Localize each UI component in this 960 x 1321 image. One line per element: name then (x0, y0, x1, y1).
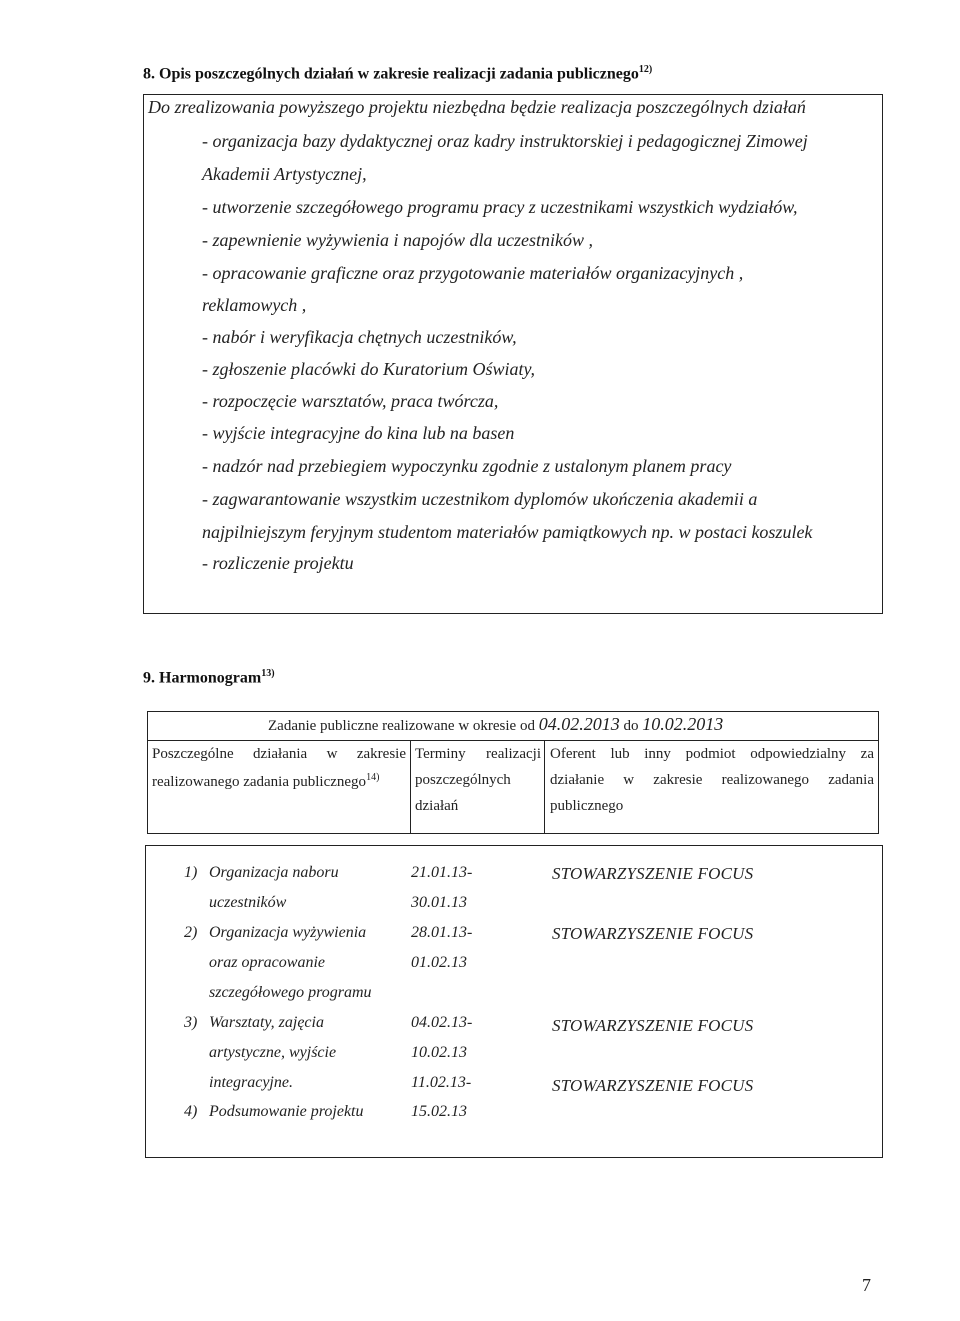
page-number: 7 (862, 1275, 871, 1295)
row-date: 28.01.13- (411, 924, 473, 941)
row-responsible: STOWARZYSZENIE FOCUS (552, 924, 754, 943)
description-line: - rozpoczęcie warsztatów, praca twórcza, (202, 391, 499, 411)
row-date: 30.01.13 (411, 894, 467, 911)
row-activity: Organizacja wyżywienia (209, 924, 367, 941)
row-activity: Podsumowanie projektu (209, 1103, 364, 1120)
column-divider (544, 740, 545, 834)
row-activity: integracyjne. (209, 1074, 293, 1091)
description-line: Do zrealizowania powyższego projektu niezbędna będzie realizacja poszczególnych działań (148, 97, 806, 117)
period-mid: do (623, 718, 639, 734)
row-responsible: STOWARZYSZENIE FOCUS (552, 864, 754, 883)
description-line: - zagwarantowanie wszystkim uczestnikom dyplomów ukończenia akademii a (202, 489, 758, 509)
schedule-header-table (147, 711, 879, 834)
col2-header-line1: Terminy realizacji (415, 746, 541, 762)
col1-header-line1: Poszczególne działania w zakresie (152, 746, 406, 762)
description-line: najpilniejszym feryjnym studentom materiałów pamiątkowych np. w postaci koszulek (202, 522, 813, 542)
row-date: 10.02.13 (411, 1044, 467, 1061)
description-line: - zapewnienie wyżywienia i napojów dla uczestników , (202, 230, 593, 250)
section-8-heading (143, 64, 652, 83)
row-responsible: STOWARZYSZENIE FOCUS (552, 1076, 754, 1095)
row-activity: uczestników (209, 894, 287, 911)
description-line: - nabór i weryfikacja chętnych uczestników, (202, 327, 517, 347)
section-8-title: Opis poszczególnych działań w zakresie realizacji zadania publicznego (159, 65, 639, 83)
activities-description-box (143, 94, 883, 614)
row-number: 4) (184, 1103, 198, 1120)
header-divider (148, 740, 878, 741)
column-divider (410, 740, 411, 834)
row-date: 11.02.13- (411, 1074, 472, 1091)
row-responsible: STOWARZYSZENIE FOCUS (552, 1016, 754, 1035)
row-activity: oraz opracowanie (209, 954, 325, 971)
period-to: 10.02.2013 (642, 714, 724, 734)
description-line: reklamowych , (202, 295, 307, 315)
description-line: Akademii Artystycznej, (202, 164, 367, 184)
section-9-title: Harmonogram (159, 669, 262, 687)
section-9-footnote: 13) (261, 668, 275, 679)
col3-header-line1: Oferent lub inny podmiot odpowiedzialny za (550, 746, 874, 762)
description-line: - nadzór nad przebiegiem wypoczynku zgodnie z ustalonym planem pracy (202, 456, 732, 476)
description-line: - rozliczenie projektu (202, 553, 354, 573)
period-row (268, 714, 723, 735)
row-number: 2) (184, 924, 198, 941)
description-line: - utworzenie szczegółowego programu pracy z uczestnikami wszystkich wydziałów, (202, 197, 798, 217)
col1-footnote: 14) (366, 772, 380, 783)
col1-header-line2: realizowanego zadania publicznego$^{14)}$ (152, 772, 380, 790)
row-activity: szczegółowego programu (209, 984, 372, 1001)
row-date: 15.02.13 (411, 1103, 467, 1120)
period-prefix: Zadanie publiczne realizowane w okresie od (268, 718, 535, 734)
row-date: 21.01.13- (411, 864, 473, 881)
section-8-footnote: 12) (638, 64, 653, 75)
row-date: 01.02.13 (411, 954, 467, 971)
col2-header-line3: działań (415, 798, 459, 814)
row-activity: artystyczne, wyjście (209, 1044, 337, 1061)
col2-header-line2: poszczególnych (415, 772, 511, 788)
row-number: 3) (184, 1014, 198, 1031)
description-line: - wyjście integracyjne do kina lub na basen (202, 423, 515, 443)
row-number: 1) (184, 864, 198, 881)
row-activity: Organizacja naboru (209, 864, 339, 881)
description-line: - zgłoszenie placówki do Kuratorium Oświaty, (202, 359, 535, 379)
row-date: 04.02.13- (411, 1014, 473, 1031)
section-9-heading (143, 668, 275, 687)
section-8-number: 8. (143, 65, 155, 83)
col3-header-line3: publicznego (550, 798, 624, 814)
schedule-table (145, 845, 883, 1158)
col3-header-line2: działanie w zakresie realizowanego zadania (550, 772, 874, 788)
row-activity: Warsztaty, zajęcia (209, 1014, 324, 1031)
section-9-number: 9. (143, 669, 155, 687)
period-from: 04.02.2013 (538, 714, 620, 734)
description-line: - opracowanie graficzne oraz przygotowanie materiałów organizacyjnych , (202, 263, 744, 283)
description-line: - organizacja bazy dydaktycznej oraz kadry instruktorskiej i pedagogicznej Zimowej (202, 131, 808, 151)
